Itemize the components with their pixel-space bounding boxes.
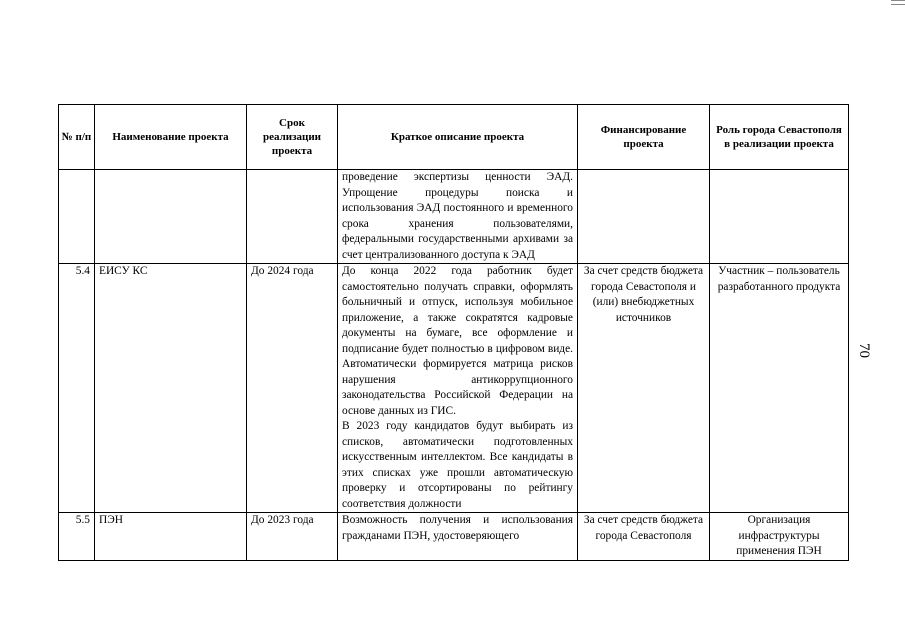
table-row	[59, 264, 849, 513]
cell-role: Участник – пользователь разработанного продукта	[710, 264, 849, 513]
header-desc: Краткое описание проекта	[338, 105, 578, 170]
header-finance: Финансирование проекта	[578, 105, 710, 170]
cell-desc	[338, 170, 578, 264]
cell-finance	[578, 170, 710, 264]
cell-num: 5.5	[59, 513, 95, 561]
cell-name: ПЭН	[95, 513, 247, 561]
corner-scan-mark	[891, 0, 905, 5]
header-period: Срок реализации проекта	[247, 105, 338, 170]
desc-paragraph: проведение экспертизы ценности ЭАД. Упрощение процедуры поиска и использования ЭАД постоянного и временного срока хранения пользователями, федеральными государственными архивами за счет централизованного доступа к ЭАД	[342, 171, 573, 261]
cell-desc	[338, 513, 578, 561]
cell-period: До 2024 года	[247, 264, 338, 513]
cell-role	[710, 170, 849, 264]
page-number: 70	[856, 343, 872, 358]
cell-desc	[338, 264, 578, 513]
cell-role: Организация инфраструктуры применения ПЭН	[710, 513, 849, 561]
table-row	[59, 513, 849, 561]
header-role: Роль города Севастополя в реализации проекта	[710, 105, 849, 170]
cell-name	[95, 170, 247, 264]
desc-paragraph: В 2023 году кандидатов будут выбирать из списков, автоматически подготовленных искусственным интеллектом. Все кандидаты в этих списках уже прошли автоматическую проверку и отсортированы по рейтингу соответствия должности	[342, 420, 573, 510]
cell-finance: За счет средств бюджета города Севастополя и (или) внебюджетных источников	[578, 264, 710, 513]
projects-table	[58, 104, 849, 561]
cell-period: До 2023 года	[247, 513, 338, 561]
table-row	[59, 170, 849, 264]
table-header-row	[59, 105, 849, 170]
cell-num	[59, 170, 95, 264]
cell-name: ЕИСУ КС	[95, 264, 247, 513]
desc-paragraph: До конца 2022 года работник будет самостоятельно получать справки, оформлять больничный и отпуск, используя мобильное приложение, а также сократятся кадровые документы на бумаге, все оформление и подписание будет полностью в цифровом виде. Автоматически формируется матрица рисков нарушения антикоррупционного законодательства Российской Федерации на основе данных из ГИС.	[342, 265, 573, 417]
header-name: Наименование проекта	[95, 105, 247, 170]
cell-period	[247, 170, 338, 264]
header-num: № п/п	[59, 105, 95, 170]
desc-paragraph: Возможность получения и использования гражданами ПЭН, удостоверяющего	[342, 514, 573, 542]
cell-num: 5.4	[59, 264, 95, 513]
cell-finance: За счет средств бюджета города Севастополя	[578, 513, 710, 561]
